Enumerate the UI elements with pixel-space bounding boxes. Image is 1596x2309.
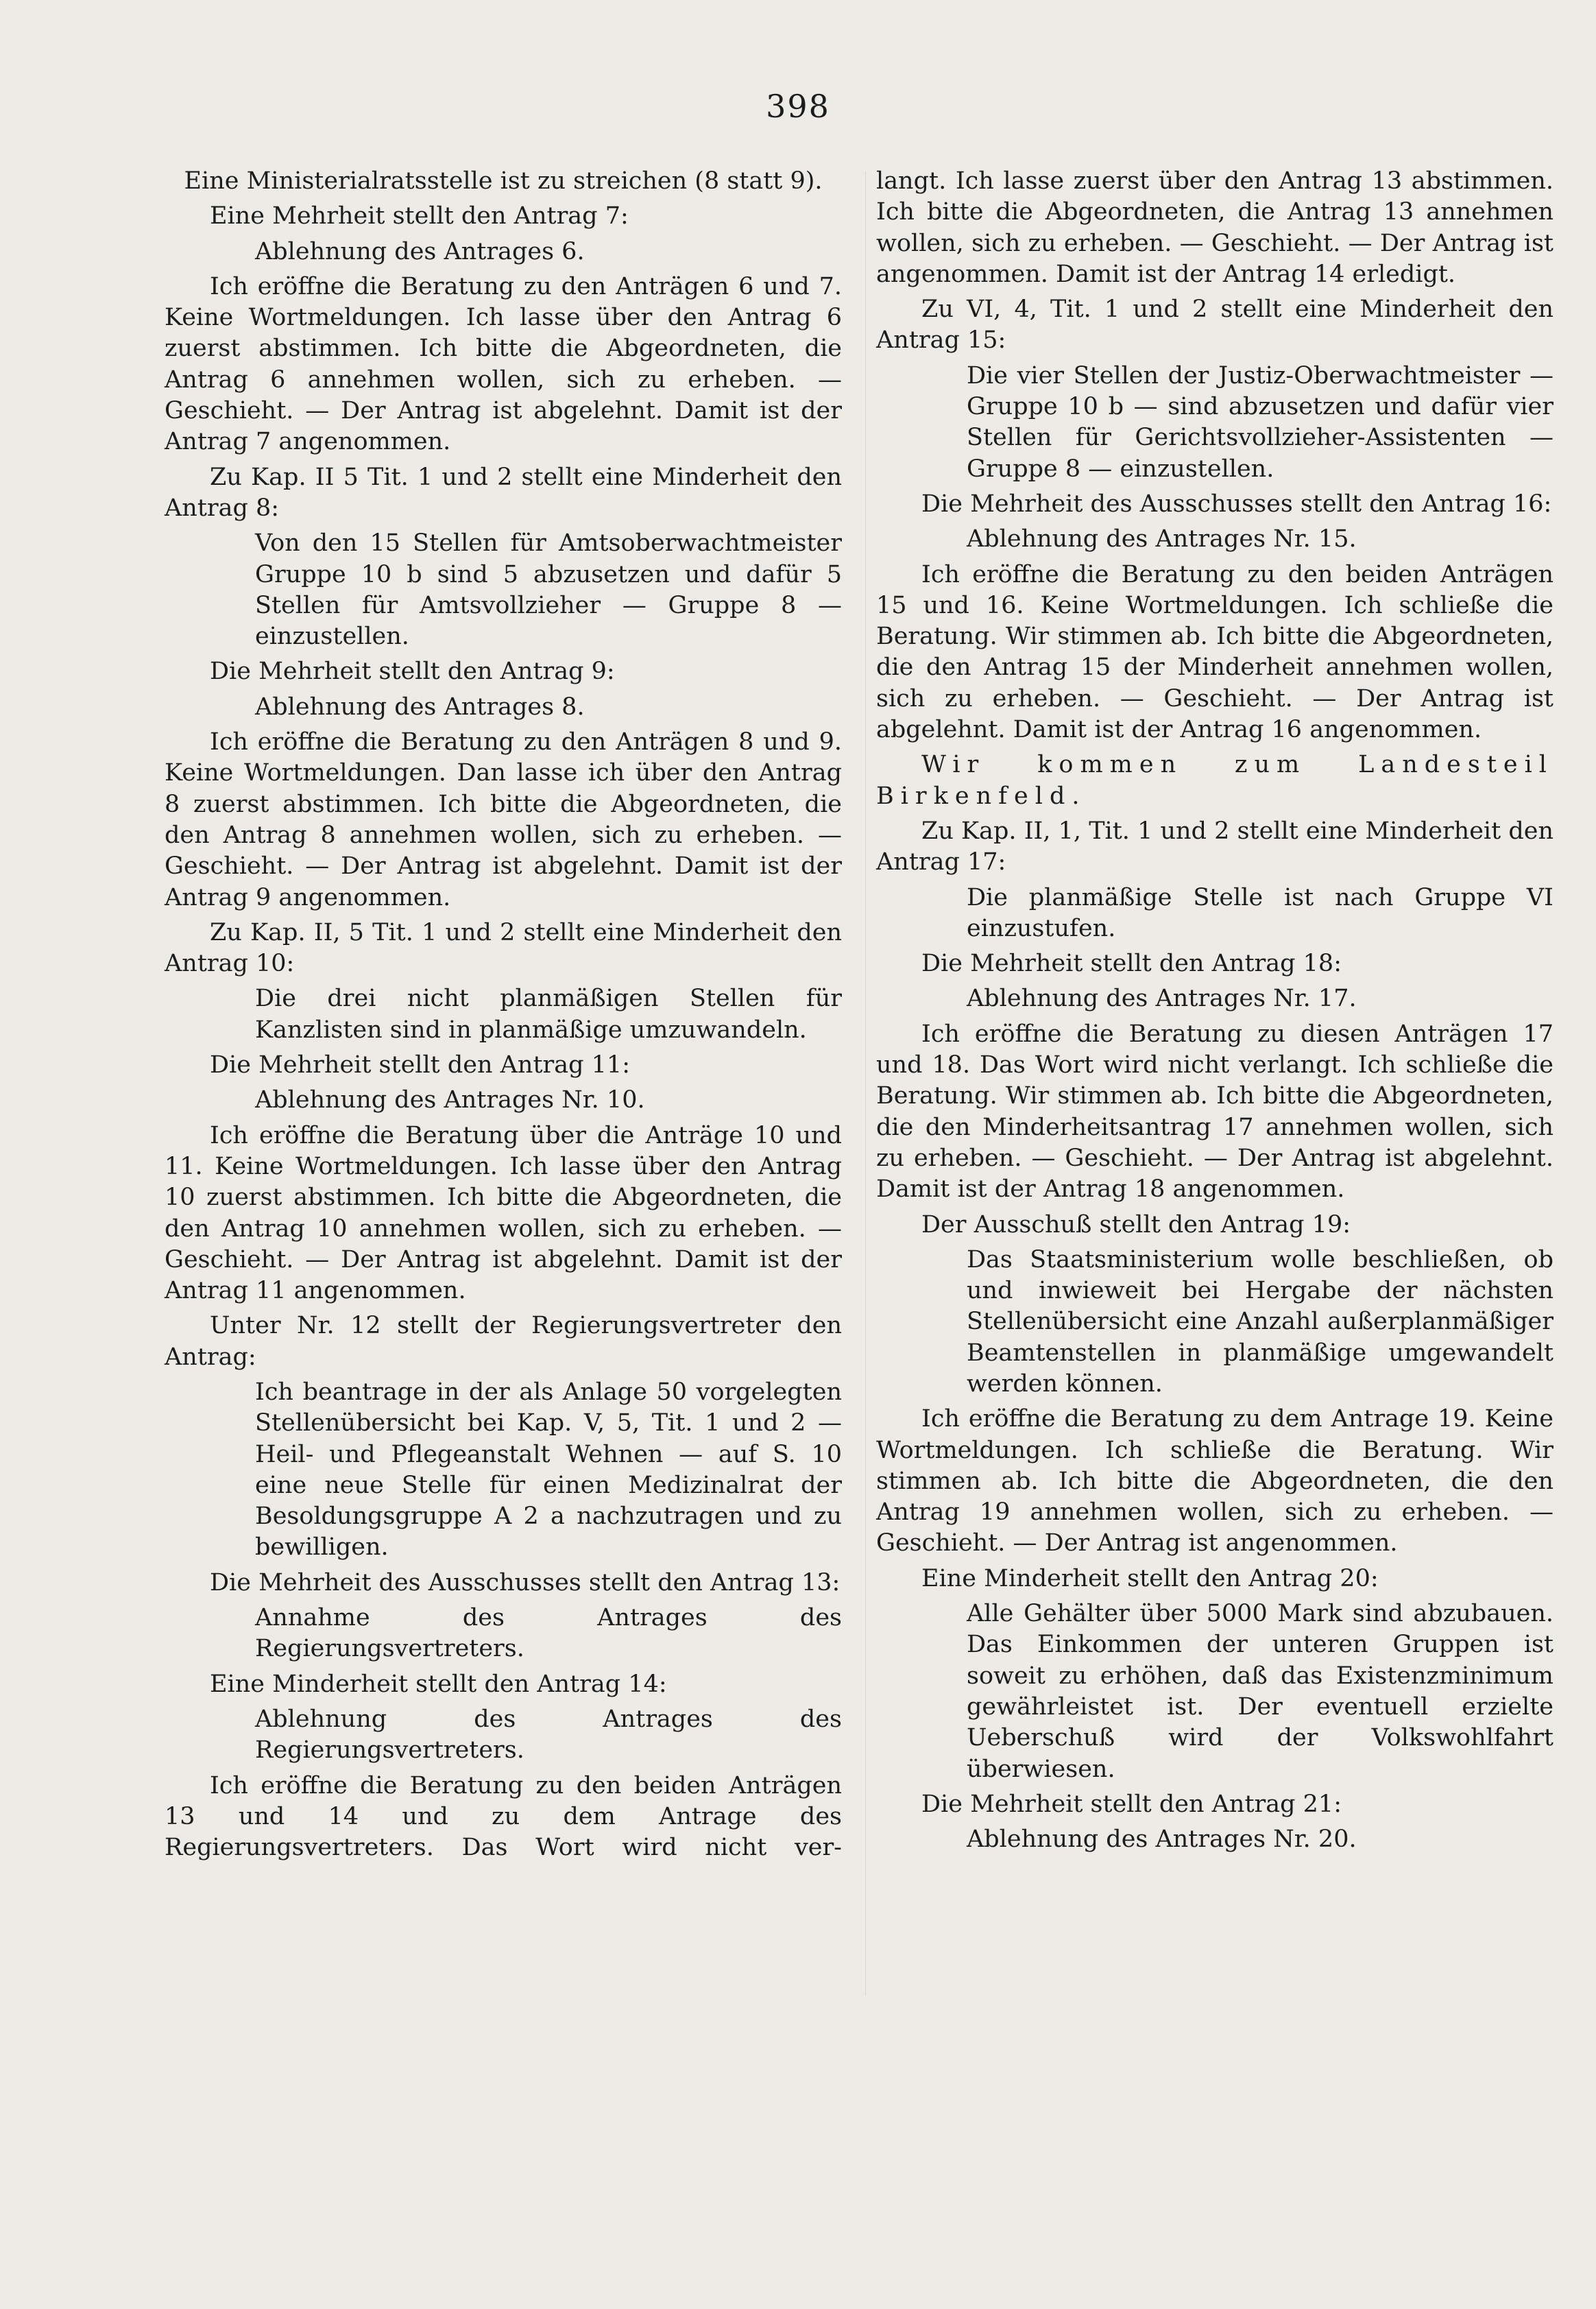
paragraph: Die Mehrheit stellt den Antrag 11: (210, 1051, 630, 1079)
paragraph: Unter Nr. 12 stellt der Regierungsvertreter den Antrag: (165, 1312, 842, 1371)
paragraph: Ich eröffne die Beratung zu den beiden Anträgen 15 und 16. Keine Wortmeldungen. Ich schließe die Beratung. Wir stimmen ab. Ich bitte die Abgeordneten, die den Antrag 15 der Minderheit annehmen wollen, sich zu erheben. — Geschieht. — Der Antrag ist abgelehnt. Damit ist der Antrag 16 angenommen. (876, 560, 1553, 744)
motion-text: Die planmäßige Stelle ist nach Gruppe VI einzustufen. (967, 883, 1553, 942)
paragraph: Ich eröffne die Beratung zu diesen Anträgen 17 und 18. Das Wort wird nicht verlangt. Ich schließe die Beratung. Wir stimmen ab. Ich bitte die Abgeordneten, die den Minderheitsantrag 17 annehmen wollen, sich zu erheben. — Geschieht. — Der Antrag ist abgelehnt. Damit ist der Antrag 18 angenommen. (876, 1020, 1553, 1204)
motion-text: Annahme des Antrages des Regierungsvertreters. (255, 1604, 842, 1663)
paragraph: Die Mehrheit stellt den Antrag 21: (921, 1790, 1342, 1818)
paragraph: Der Ausschuß stellt den Antrag 19: (921, 1210, 1351, 1239)
paragraph: Zu VI, 4, Tit. 1 und 2 stellt eine Minderheit den Antrag 15: (876, 296, 1553, 355)
paragraph: Eine Minderheit stellt den Antrag 20: (921, 1564, 1379, 1592)
paragraph: Die Mehrheit des Ausschusses stellt den Antrag 13: (210, 1568, 841, 1596)
paragraph: Ich eröffne die Beratung zu den beiden Anträgen 13 und 14 und zu dem Antrage des Regierungsvertreters. Das Wort wird nicht ver- (165, 1771, 842, 1862)
paragraph: Ich eröffne die Beratung zu dem Antrage 19. Keine Wortmeldungen. Ich schließe die Beratung. Wir stimmen ab. Ich bitte die Abgeordneten, die den Antrag 19 annehmen wollen, sich zu erheben. — Geschieht. — Der Antrag ist angenommen. (876, 1405, 1553, 1557)
motion-text: Ablehnung des Antrages 8. (255, 693, 585, 721)
motion-text: Ablehnung des Antrages Nr. 10. (255, 1086, 645, 1114)
motion-text: Von den 15 Stellen für Amtsoberwachtmeister Gruppe 10 b sind 5 abzusetzen und dafür 5 Stellen für Amtsvollzieher — Gruppe 8 — einzustellen. (255, 529, 842, 651)
paragraph: Eine Ministerialratsstelle ist zu streichen (8 statt 9). (184, 167, 823, 195)
right-column (876, 166, 1553, 1859)
page-number: 398 (766, 88, 830, 125)
motion-text: Ablehnung des Antrages Nr. 17. (967, 985, 1357, 1013)
motion-text: Ablehnung des Antrages 6. (255, 237, 585, 265)
motion-text: Ich beantrage in der als Anlage 50 vorgelegten Stellenübersicht bei Kap. V, 5, Tit. 1 und 2 — Heil- und Pflegeanstalt Wehnen — auf S. 10 eine neue Stelle für einen Medizinalrat der Besoldungsgruppe A 2 a nachzutragen und zu bewilligen. (255, 1378, 842, 1562)
motion-text: Die drei nicht planmäßigen Stellen für Kanzlisten sind in planmäßige umzuwandeln. (255, 985, 842, 1044)
paragraph: Ich eröffne die Beratung zu den Anträgen 8 und 9. Keine Wortmeldungen. Dan lasse ich über den Antrag 8 zuerst abstimmen. Ich bitte die Abgeordneten, die den Antrag 8 annehmen wollen, sich zu erheben. — Geschieht. — Der Antrag ist abgelehnt. Damit ist der Antrag 9 angenommen. (165, 728, 842, 911)
paragraph: Die Mehrheit des Ausschusses stellt den Antrag 16: (921, 490, 1552, 518)
paragraph: Die Mehrheit stellt den Antrag 18: (921, 950, 1342, 978)
motion-text: Alle Gehälter über 5000 Mark sind abzubauen. Das Einkommen der unteren Gruppen ist soweit zu erhöhen, daß das Existenzminimum gewährleistet ist. Der eventuell erzielte Ueberschuß wird der Volkswohlfahrt überwiesen. (967, 1600, 1553, 1783)
paragraph: Ich eröffne die Beratung zu den Anträgen 6 und 7. Keine Wortmeldungen. Ich lasse über den Antrag 6 zuerst abstimmen. Ich bitte die Abgeordneten, die Antrag 6 annehmen wollen, sich zu erheben. — Geschieht. — Der Antrag ist abgelehnt. Damit ist der Antrag 7 angenommen. (165, 272, 842, 456)
motion-text: Das Staatsministerium wolle beschließen, ob und inwieweit bei Hergabe der nächsten Stellenübersicht eine Anzahl außerplanmäßiger Beamtenstellen in planmäßige umgewandelt werden können. (967, 1245, 1553, 1398)
paragraph: Eine Minderheit stellt den Antrag 14: (210, 1670, 667, 1698)
motion-text: Die vier Stellen der Justiz-Oberwachtmeister — Gruppe 10 b — sind abzusetzen und dafür vier Stellen für Gerichtsvollzieher-Assistenten — Gruppe 8 — einzustellen. (967, 361, 1553, 483)
paragraph: Eine Mehrheit stellt den Antrag 7: (210, 202, 629, 230)
motion-text: Ablehnung des Antrages Nr. 15. (967, 525, 1357, 553)
motion-text: Ablehnung des Antrages Nr. 20. (967, 1826, 1357, 1854)
paragraph: Ich eröffne die Beratung über die Anträge 10 und 11. Keine Wortmeldungen. Ich lasse über den Antrag 10 zuerst abstimmen. Ich bitte die Abgeordneten, die den Antrag 10 annehmen wollen, sich zu erheben. — Geschieht. — Der Antrag ist abgelehnt. Damit ist der Antrag 11 angenommen. (165, 1121, 842, 1305)
paragraph: Zu Kap. II, 5 Tit. 1 und 2 stellt eine Minderheit den Antrag 10: (165, 918, 842, 978)
paragraph: Die Mehrheit stellt den Antrag 9: (210, 658, 615, 686)
section-heading: Wir kommen zum Landesteil Birkenfeld. (876, 751, 1553, 810)
column-gutter (865, 171, 866, 1996)
paragraph: Zu Kap. II, 1, Tit. 1 und 2 stellt eine Minderheit den Antrag 17: (876, 817, 1553, 876)
paragraph: Zu Kap. II 5 Tit. 1 und 2 stellt eine Minderheit den Antrag 8: (165, 463, 842, 522)
paragraph: langt. Ich lasse zuerst über den Antrag 13 abstimmen. Ich bitte die Abgeordneten, die Antrag 13 annehmen wollen, sich zu erheben. — Geschieht. — Der Antrag ist angenommen. Damit ist der Antrag 14 erledigt. (876, 167, 1553, 288)
left-column (165, 166, 842, 1867)
motion-text: Ablehnung des Antrages des Regierungsvertreters. (255, 1705, 842, 1764)
